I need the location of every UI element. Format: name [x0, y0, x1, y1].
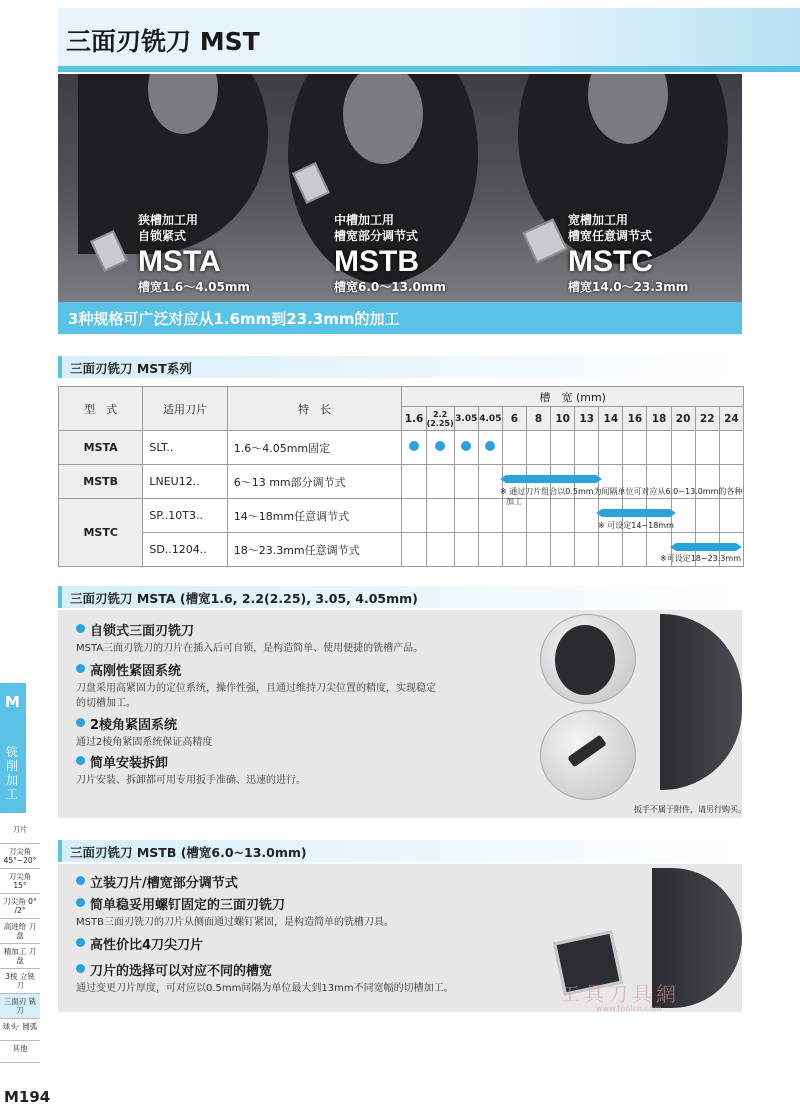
- side-nav-item[interactable]: 3棱 立铣刀: [0, 969, 40, 994]
- type-cell: MSTB: [59, 465, 143, 499]
- side-nav-item-active[interactable]: 三面刃 铣刀: [0, 994, 40, 1019]
- width-col: 6: [502, 407, 526, 431]
- available-dot: [409, 441, 419, 451]
- series-section-title: 三面刃铣刀 MST系列: [58, 356, 742, 378]
- table-row: [59, 533, 744, 567]
- msta-section-title: 三面刃铣刀 MSTA (槽宽1.6, 2.2(2.25), 3.05, 4.05mm): [58, 586, 742, 608]
- wrench-detail-image: [540, 710, 636, 800]
- side-category-tab[interactable]: [0, 683, 26, 813]
- availability-cell: [478, 431, 502, 465]
- side-nav-item[interactable]: 高进给 刀盘: [0, 919, 40, 944]
- feature-title: 简单稳妥用螺钉固定的三面刃铣刀: [76, 894, 536, 913]
- mstc1-note: ※ 可设定14~18mm: [598, 521, 674, 530]
- width-col: 4.05: [478, 407, 502, 431]
- insert-cell: SLT..: [143, 431, 227, 465]
- feature-desc: 通过变更刀片厚度，可对应以0.5mm间隔为单位最大到13mm不同宽幅的切槽加工。: [76, 983, 454, 994]
- mstc2-note: ※可设定18~23.3mm: [660, 554, 741, 563]
- mstb-note-2: 加工: [506, 497, 522, 506]
- mstb-section-title: 三面刃铣刀 MSTB (槽宽6.0~13.0mm): [58, 840, 742, 862]
- width-col: 24: [719, 407, 743, 431]
- feature-desc: 刀片安装、拆卸都可用专用扳手准确、迅速的进行。: [76, 775, 306, 786]
- width-col: 22: [695, 407, 719, 431]
- header-width: 槽 宽 (mm): [402, 387, 744, 407]
- page-number: M194: [4, 1088, 51, 1106]
- feature-title: 高性价比4刀尖刀片: [76, 934, 536, 953]
- width-col: 13: [575, 407, 599, 431]
- side-nav-item[interactable]: 其他: [0, 1041, 40, 1063]
- msta-feature: [76, 714, 536, 750]
- width-col-alt: (2.25): [426, 418, 454, 428]
- mstb-feature: [76, 872, 536, 891]
- mstb-range-bar: [506, 475, 596, 483]
- hero-mstb-sub2: 槽宽部分调节式: [334, 229, 419, 243]
- hero-msta-range: 槽宽1.6～4.05mm: [138, 280, 250, 294]
- side-nav-item[interactable]: 刀尖角 45°~20°: [0, 844, 40, 869]
- msta-feature: [76, 752, 536, 788]
- header-decoration: [500, 8, 800, 66]
- availability-cell: [402, 431, 426, 465]
- msta-detail-image: [540, 614, 636, 704]
- feature-title: 刀片的选择可以对应不同的槽宽: [76, 960, 546, 979]
- msta-footnote: 扳手不属于附件，请另行购买。: [634, 805, 746, 814]
- hero-mstb-sub1: 中槽加工用: [334, 213, 395, 227]
- width-col: 20: [671, 407, 695, 431]
- header-feature: 特 长: [227, 387, 402, 431]
- feature-cell: 1.6～4.05mm固定: [227, 431, 402, 465]
- available-dot: [461, 441, 471, 451]
- hero-msta-sub1: 狭槽加工用: [138, 213, 199, 227]
- series-table: [58, 386, 744, 567]
- feature-cell: 18～23.3mm任意调节式: [227, 533, 402, 567]
- feature-desc: 刀盘采用高紧固力的定位系统，操作性强，且通过维持刀尖位置的精度，实现稳定的切槽加工。: [76, 683, 436, 709]
- width-col: 10: [551, 407, 575, 431]
- hero-banner: 3种规格可广泛对应从1.6mm到23.3mm的加工: [58, 302, 742, 334]
- side-tab-letter: M: [5, 693, 20, 711]
- type-cell: MSTC: [59, 499, 143, 567]
- hero-msta-name: MSTA: [138, 245, 221, 278]
- watermark: 工具刀具網: [560, 982, 680, 1006]
- hero-msta: [138, 212, 250, 295]
- available-dot: [485, 441, 495, 451]
- hero-mstc-range: 槽宽14.0～23.3mm: [568, 280, 689, 294]
- mstb-note: ※ 通过刀片组合以0.5mm为间隔单位可对应从6.0~13.0mm的各种: [500, 487, 743, 496]
- side-nav-item[interactable]: 刀尖角 0° /2°: [0, 894, 40, 919]
- feature-desc: MSTB三面刃铣刀的刀片从侧面通过螺钉紧固，是构造简单的铣槽刀具。: [76, 917, 394, 928]
- feature-title: 高刚性紧固系统: [76, 660, 436, 679]
- availability-cell: [426, 431, 454, 465]
- width-col: 14: [599, 407, 623, 431]
- width-col: 1.6: [402, 407, 426, 431]
- hero-mstb-name: MSTB: [334, 245, 419, 278]
- width-col: [426, 407, 454, 431]
- page-title: 三面刃铣刀 MST: [66, 27, 260, 56]
- width-col: 8: [527, 407, 551, 431]
- width-col: 18: [647, 407, 671, 431]
- hero-mstb-range: 槽宽6.0～13.0mm: [334, 280, 446, 294]
- feature-desc: 通过2棱角紧固系统保证高精度: [76, 737, 213, 748]
- available-dot: [435, 441, 445, 451]
- side-nav-item[interactable]: 刀尖角 15°: [0, 869, 40, 894]
- side-nav-item[interactable]: 刀片: [0, 822, 40, 844]
- feature-title: 立装刀片/槽宽部分调节式: [76, 872, 536, 891]
- availability-cell: [454, 431, 478, 465]
- page-header: [58, 8, 800, 72]
- insert-cell: SP..10T3..: [143, 499, 227, 533]
- watermark-url: www.toolcn.com: [596, 1004, 662, 1013]
- side-nav: [0, 822, 40, 1063]
- feature-title: 2棱角紧固系统: [76, 714, 536, 733]
- width-col-label: 2.2: [433, 409, 448, 419]
- msta-feature: [76, 620, 536, 656]
- feature-cell: 14～18mm任意调节式: [227, 499, 402, 533]
- width-col: 3.05: [454, 407, 478, 431]
- width-col: 16: [623, 407, 647, 431]
- hero-image: [58, 74, 742, 302]
- mstc2-range-bar: [676, 543, 736, 551]
- mstb-feature: [76, 934, 536, 953]
- feature-title: 简单安装拆卸: [76, 752, 536, 771]
- hero-mstc-sub2: 槽宽任意调节式: [568, 229, 653, 243]
- header-type: 型 式: [59, 387, 143, 431]
- insert-cell: SD..1204..: [143, 533, 227, 567]
- mstc1-range-bar: [602, 509, 670, 517]
- table-row: [59, 431, 744, 465]
- mstb-feature: [76, 960, 546, 996]
- feature-desc: MSTA三面刃铣刀的刀片在插入后可自锁，是构造简单、使用便捷的铣槽产品。: [76, 643, 424, 654]
- feature-cell: 6～13 mm部分调节式: [227, 465, 402, 499]
- msta-feature: [76, 660, 436, 711]
- header-insert: 适用刀片: [143, 387, 227, 431]
- insert-cell: LNEU12..: [143, 465, 227, 499]
- side-tab-label: 铣削加工: [6, 745, 19, 801]
- side-nav-item[interactable]: 球头· 圆弧: [0, 1019, 40, 1041]
- hero-mstc: [568, 212, 688, 295]
- side-nav-item[interactable]: 精加工 刀盘: [0, 944, 40, 969]
- type-cell: MSTA: [59, 431, 143, 465]
- feature-title: 自锁式三面刃铣刀: [76, 620, 536, 639]
- hero-msta-sub2: 自锁紧式: [138, 229, 187, 243]
- hero-mstc-sub1: 宽槽加工用: [568, 213, 629, 227]
- hero-mstb: [334, 212, 446, 295]
- hero-mstc-name: MSTC: [568, 245, 653, 278]
- mstb-feature: [76, 894, 536, 930]
